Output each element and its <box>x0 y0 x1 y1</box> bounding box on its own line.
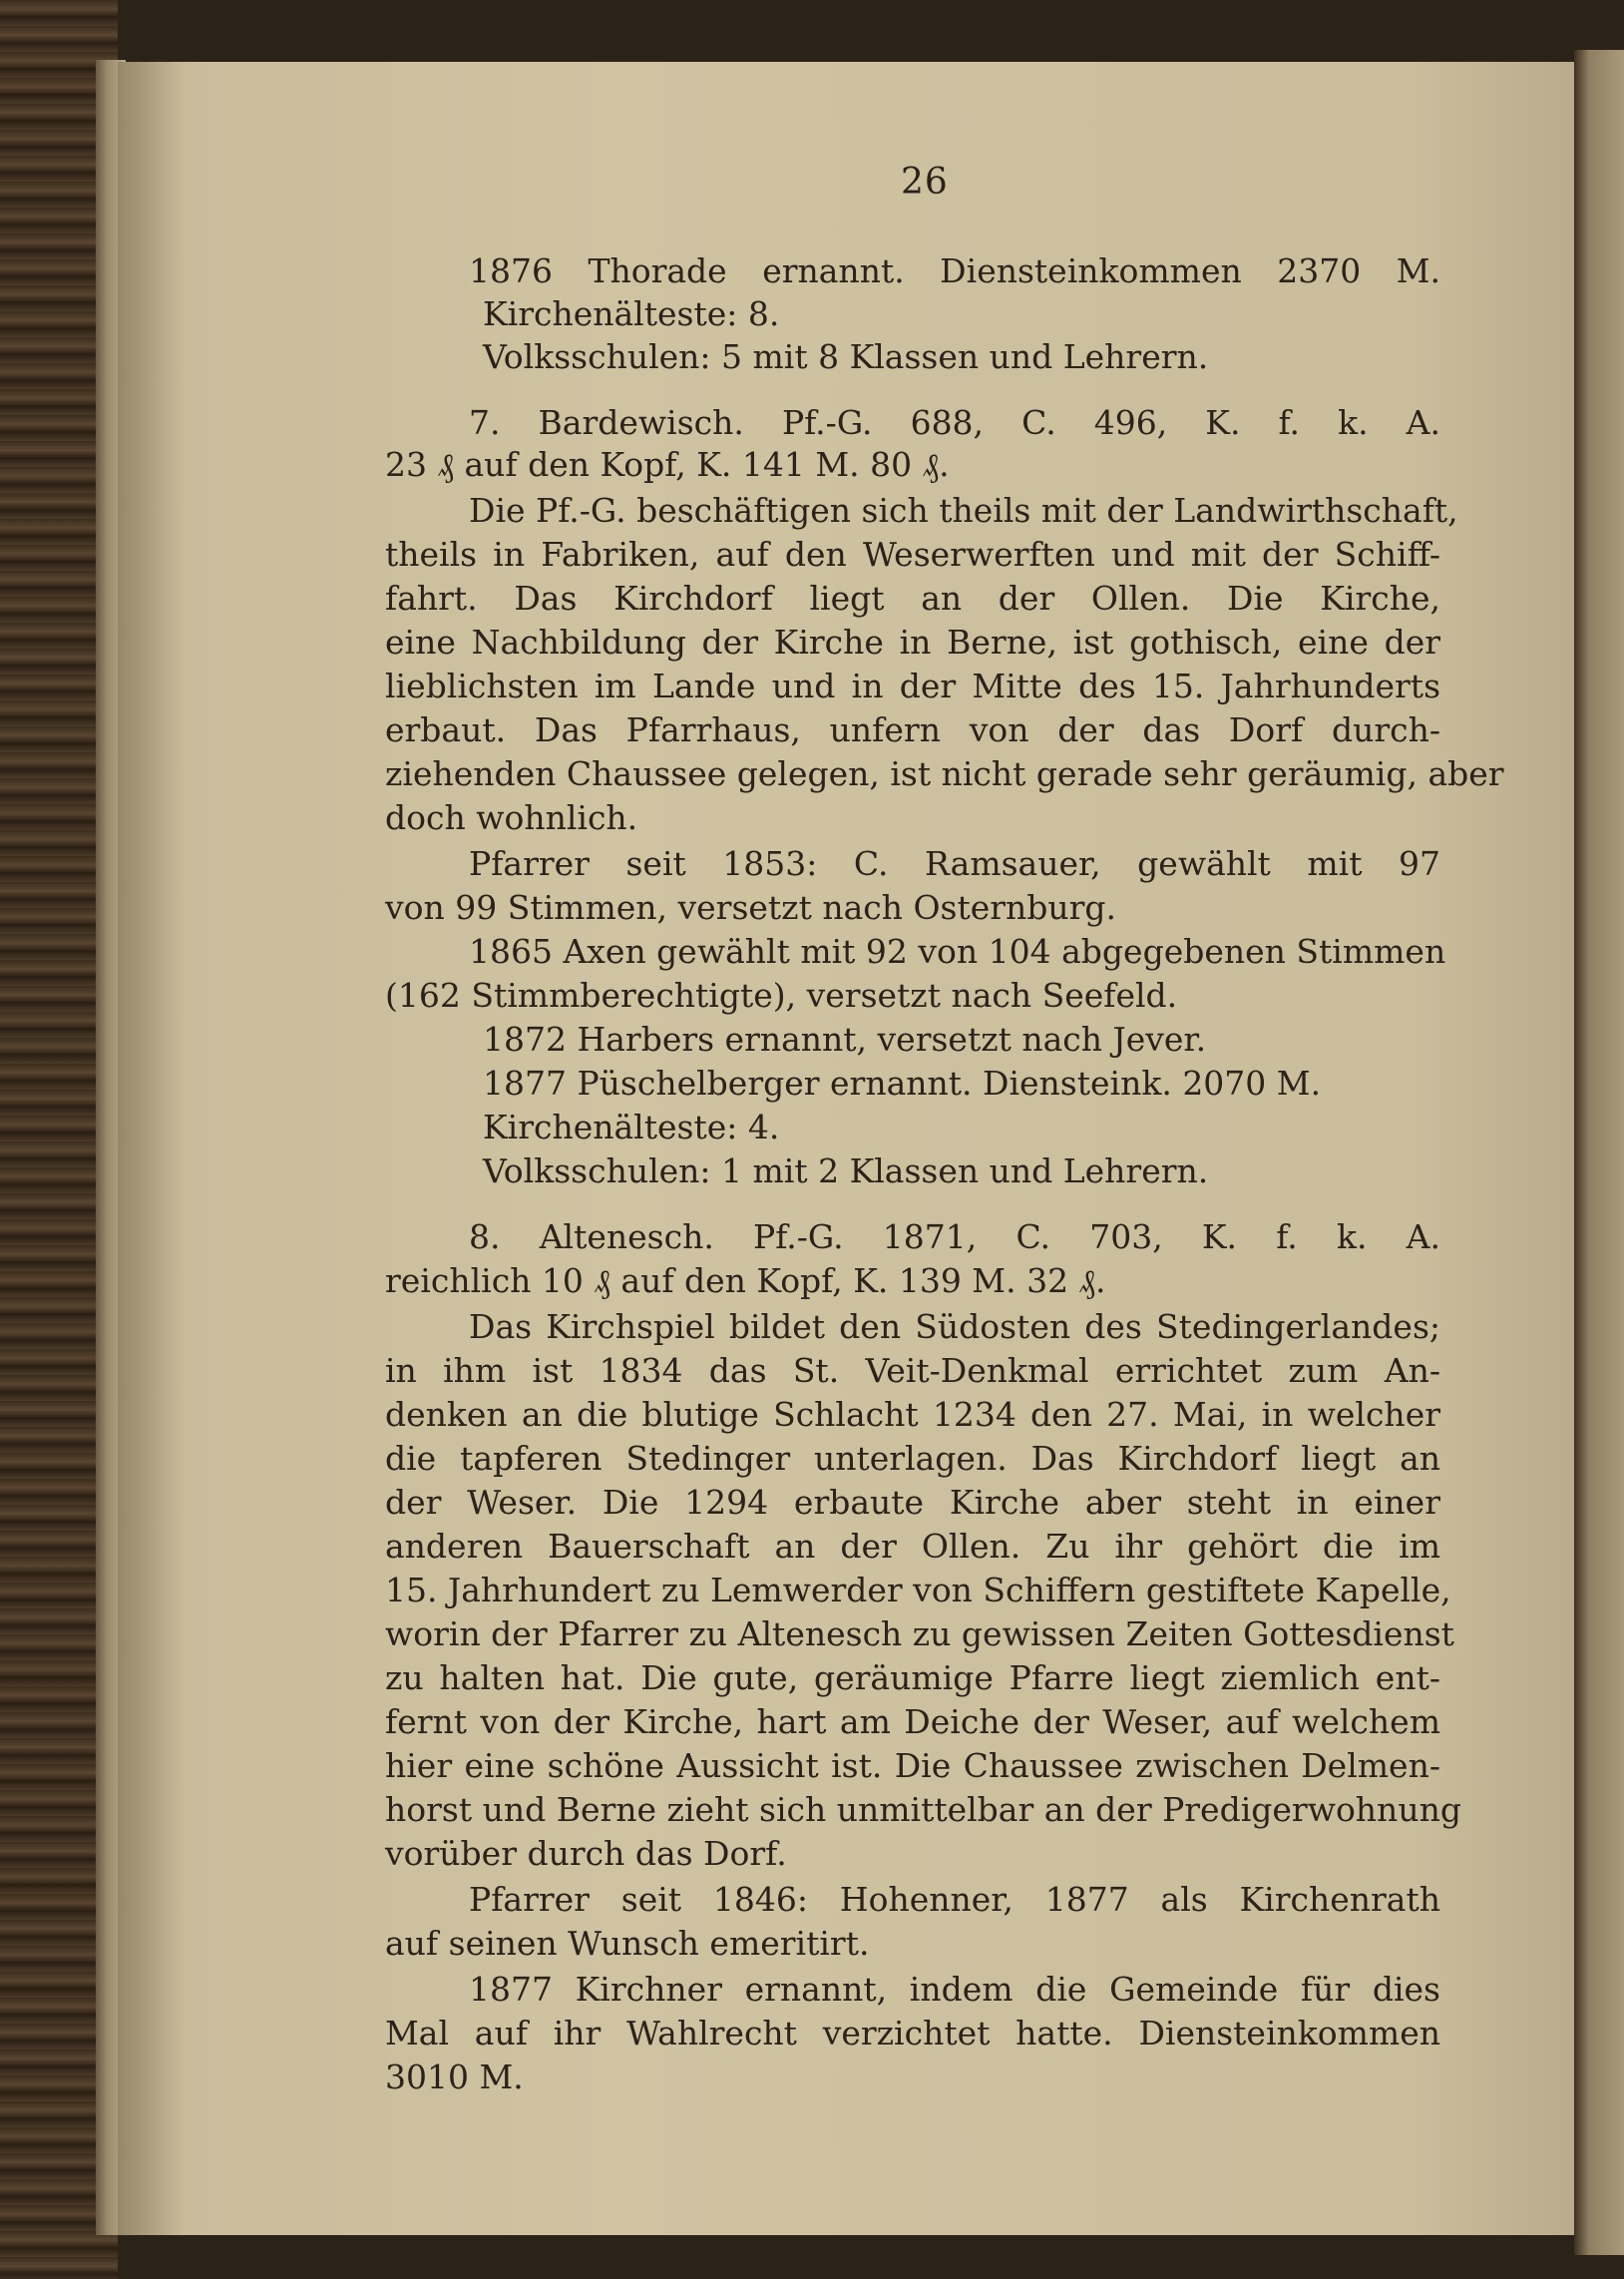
text-line: 1877 Püschelberger ernannt. Diensteink. 2070 M. <box>483 1064 1322 1103</box>
page-number: 26 <box>901 162 949 203</box>
text-line: zu halten hat. Die gute, geräumige Pfarre liegt ziemlich ent- <box>385 1658 1440 1697</box>
text-line: 15. Jahrhundert zu Lemwerder von Schiffern gestiftete Kapelle, <box>385 1571 1451 1609</box>
text-line: fernt von der Kirche, hart am Deiche der Weser, auf welchem <box>385 1702 1440 1741</box>
text-line: 3010 M. <box>385 2057 524 2096</box>
text-line: vorüber durch das Dorf. <box>385 1834 787 1873</box>
text-line: Pfarrer seit 1846: Hohenner, 1877 als Kirchenrath <box>469 1880 1440 1919</box>
text-line: fahrt. Das Kirchdorf liegt an der Ollen. Die Kirche, <box>385 579 1440 618</box>
text-line: Das Kirchspiel bildet den Südosten des Stedingerlandes; <box>469 1307 1440 1346</box>
text-line: von 99 Stimmen, versetzt nach Osternburg. <box>385 888 1117 927</box>
text-line: 1877 Kirchner ernannt, indem die Gemeinde für dies <box>469 1970 1440 2009</box>
section-heading-7: 7. Bardewisch. Pf.-G. 688, C. 496, K. f. k. A. <box>469 403 1440 442</box>
text-line: 1865 Axen gewählt mit 92 von 104 abgegebenen Stimmen <box>469 932 1446 971</box>
next-page-edge <box>1574 50 1624 2255</box>
text-line: theils in Fabriken, auf den Weserwerften und mit der Schiff- <box>385 535 1440 574</box>
text-line: eine Nachbildung der Kirche in Berne, ist gothisch, eine der <box>385 623 1440 662</box>
text-line: Die Pf.-G. beschäftigen sich theils mit der Landwirthschaft, <box>469 491 1458 530</box>
text-line: ziehenden Chaussee gelegen, ist nicht gerade sehr geräumig, aber <box>385 754 1504 793</box>
text-line: (162 Stimmberechtigte), versetzt nach Seefeld. <box>385 976 1178 1015</box>
text-line: in ihm ist 1834 das St. Veit-Denkmal errichtet zum An- <box>385 1351 1440 1390</box>
text-line: anderen Bauerschaft an der Ollen. Zu ihr gehört die im <box>385 1527 1440 1566</box>
text-line: doch wohnlich. <box>385 798 638 837</box>
text-line: Kirchenälteste: 8. <box>483 294 780 333</box>
text-line: 1872 Harbers ernannt, versetzt nach Jever. <box>483 1020 1207 1059</box>
text-line: Volksschulen: 1 mit 2 Klassen und Lehrern. <box>483 1151 1209 1190</box>
text-line: reichlich 10 ₰ auf den Kopf, K. 139 M. 32 ₰. <box>385 1261 1106 1300</box>
section-heading-8: 8. Altenesch. Pf.-G. 1871, C. 703, K. f. k. A. <box>469 1217 1440 1256</box>
text-line: Mal auf ihr Wahlrecht verzichtet hatte. Diensteinkommen <box>385 2014 1440 2052</box>
text-line: lieblichsten im Lande und in der Mitte des 15. Jahrhunderts <box>385 667 1440 705</box>
text-line: horst und Berne zieht sich unmittelbar an der Predigerwohnung <box>385 1790 1461 1829</box>
text-line: Pfarrer seit 1853: C. Ramsauer, gewählt mit 97 <box>469 844 1440 883</box>
text-line: Volksschulen: 5 mit 8 Klassen und Lehrern. <box>483 337 1209 376</box>
text-line: worin der Pfarrer zu Altenesch zu gewissen Zeiten Gottesdienst <box>385 1614 1454 1653</box>
text-line: 23 ₰ auf den Kopf, K. 141 M. 80 ₰. <box>385 445 950 484</box>
text-line: 1876 Thorade ernannt. Diensteinkommen 2370 M. <box>469 251 1440 290</box>
text-line: die tapferen Stedinger unterlagen. Das Kirchdorf liegt an <box>385 1439 1440 1478</box>
text-line: Kirchenälteste: 4. <box>483 1108 780 1146</box>
text-line: auf seinen Wunsch emeritirt. <box>385 1924 870 1963</box>
text-line: erbaut. Das Pfarrhaus, unfern von der das Dorf durch- <box>385 710 1440 749</box>
text-line: hier eine schöne Aussicht ist. Die Chaussee zwischen Delmen- <box>385 1746 1440 1785</box>
text-line: denken an die blutige Schlacht 1234 den 27. Mai, in welcher <box>385 1395 1440 1434</box>
text-line: der Weser. Die 1294 erbaute Kirche aber steht in einer <box>385 1483 1440 1522</box>
